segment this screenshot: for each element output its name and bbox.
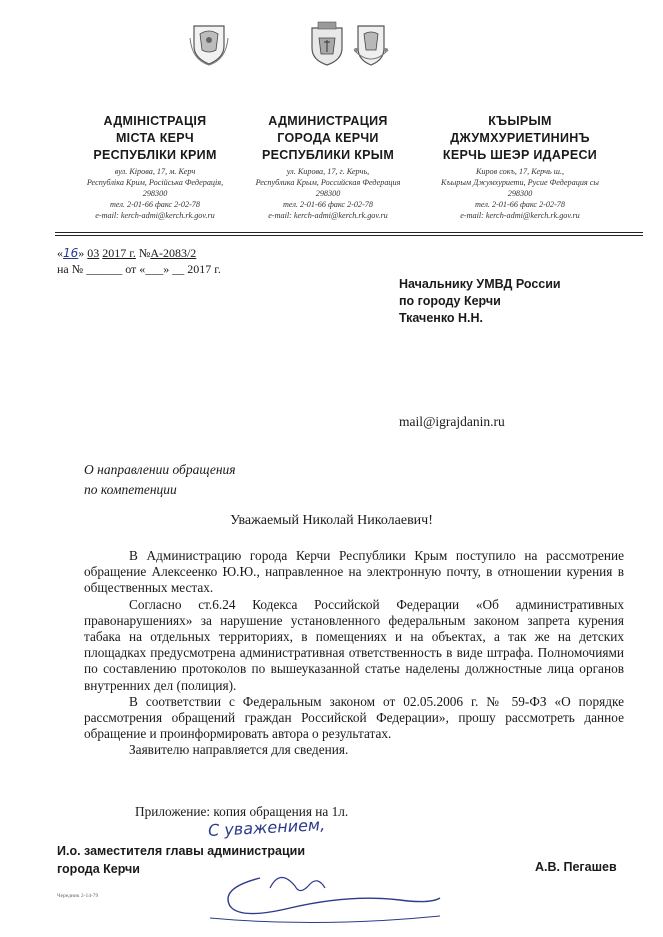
title-line: КЪЫРЫМ [488, 114, 552, 128]
registration-year: 2017 г. [102, 246, 136, 260]
city-emblem-icon [350, 20, 392, 66]
title-line: АДМИНИСТРАЦИЯ [268, 114, 388, 128]
subject-line: О направлении обращения [84, 462, 236, 477]
signatory-position [57, 842, 305, 878]
title-line: АДМІНІСТРАЦІЯ [103, 114, 207, 128]
body-paragraph: В соответствии с Федеральным законом от 02.05.2006 г. № 59-ФЗ «О порядке рассмотрения обращений граждан Российской Федерации», прошу рассмотреть данное обращение и проинформировать автора о результатах. [84, 693, 624, 742]
registration-day: 16 [63, 246, 79, 260]
registration-month: 03 [87, 246, 100, 260]
addressee [399, 276, 561, 327]
address-line: Къырым Джумхуриети, Русие Федерация сы [441, 178, 599, 187]
body-paragraph: Заявителю направляется для сведения. [129, 742, 349, 758]
body-paragraph: Согласно ст.6.24 Кодекса Российской Федерации «Об административных правонарушениях» за нарушение установленного федеральным законом запрета курения табака на отдельных территориях, в помещениях и на объектах, а так же на детских площадках предусмотрена административная ответственность в виде штрафа. Полномочиями по составлению протоколов по вышеуказанной статье наделены должностные лица органов внутренних дел (полиция). [84, 596, 624, 693]
attachment-note: Приложение: копия обращения на 1л. [135, 804, 349, 819]
body-paragraph: В Администрацию города Керчи Республики Крым поступило на рассмотрение обращение Алексеенко Ю.Ю., направленное на электронную почту, в отношении курения в общественных местах. [84, 548, 624, 596]
executor-footnote: Чередник 2-14-79 [57, 893, 99, 899]
title-line: КЕРЧЬ ШЕЭР ИДАРЕСИ [442, 148, 598, 162]
addressee-line: Ткаченко Н.Н. [399, 311, 484, 325]
handwritten-note: С уважением, [207, 814, 326, 841]
address-line: ул. Кирова, 17, г. Керчь, [286, 167, 370, 176]
position-line: И.о. заместителя главы администрации [57, 844, 305, 858]
addressee-line: Начальнику УМВД России [399, 277, 561, 291]
title-line: ДЖУМХУРИЕТИНИНЪ [450, 131, 590, 145]
kerch-coat-of-arms-icon [306, 20, 348, 66]
address-line: 298300 [142, 189, 168, 198]
address-line: 298300 [507, 189, 533, 198]
registration-doc-number: А-2083/2 [150, 246, 197, 260]
address-line: вул. Кірова, 17, м. Керч [114, 167, 196, 176]
email-line: e-mail: kerch-admi@kerch.rk.gov.ru [460, 211, 580, 220]
address-line: Республіка Крим, Російська Федерація, [86, 178, 224, 187]
subject-line: по компетенции [84, 482, 177, 497]
addressee-line: по городу Керчи [399, 294, 501, 308]
crimea-coat-of-arms-icon [188, 20, 230, 66]
address-line: Республика Крым, Российская Федерация [255, 178, 401, 187]
title-line: ГОРОДА КЕРЧИ [277, 131, 379, 145]
title-line: РЕСПУБЛИКИ КРЫМ [261, 148, 395, 162]
position-line: города Керчи [57, 862, 140, 876]
letter-body [84, 548, 624, 759]
header-divider-thin [55, 235, 643, 236]
title-line: РЕСПУБЛІКИ КРИМ [93, 148, 217, 162]
address-line: Киров сокъ, 17, Керчь ш., [475, 167, 565, 176]
email-line: e-mail: kerch-admi@kerch.rk.gov.ru [268, 211, 388, 220]
phone-line: тел. 2-01-66 факс 2-02-78 [282, 200, 373, 209]
email-line: e-mail: kerch-admi@kerch.rk.gov.ru [95, 211, 215, 220]
address-line: 298300 [315, 189, 341, 198]
header-divider [55, 232, 643, 233]
title-line: МІСТА КЕРЧ [115, 131, 195, 145]
recipient-email: mail@igrajdanin.ru [399, 414, 505, 429]
header-russian [230, 113, 426, 221]
subject [84, 460, 236, 500]
phone-line: тел. 2-01-66 факс 2-02-78 [474, 200, 565, 209]
signatory-name: А.В. Пегашев [535, 860, 617, 874]
registration-number: «16» 03 2017 г. №А-2083/2 [57, 246, 197, 260]
greeting: Уважаемый Николай Николаевич! [230, 513, 433, 528]
header-crimean-tatar [422, 113, 618, 221]
registration-reply-line: на № ______ от «___» __ 2017 г. [57, 262, 221, 276]
phone-line: тел. 2-01-66 факс 2-02-78 [109, 200, 200, 209]
header-ukrainian [57, 113, 253, 221]
